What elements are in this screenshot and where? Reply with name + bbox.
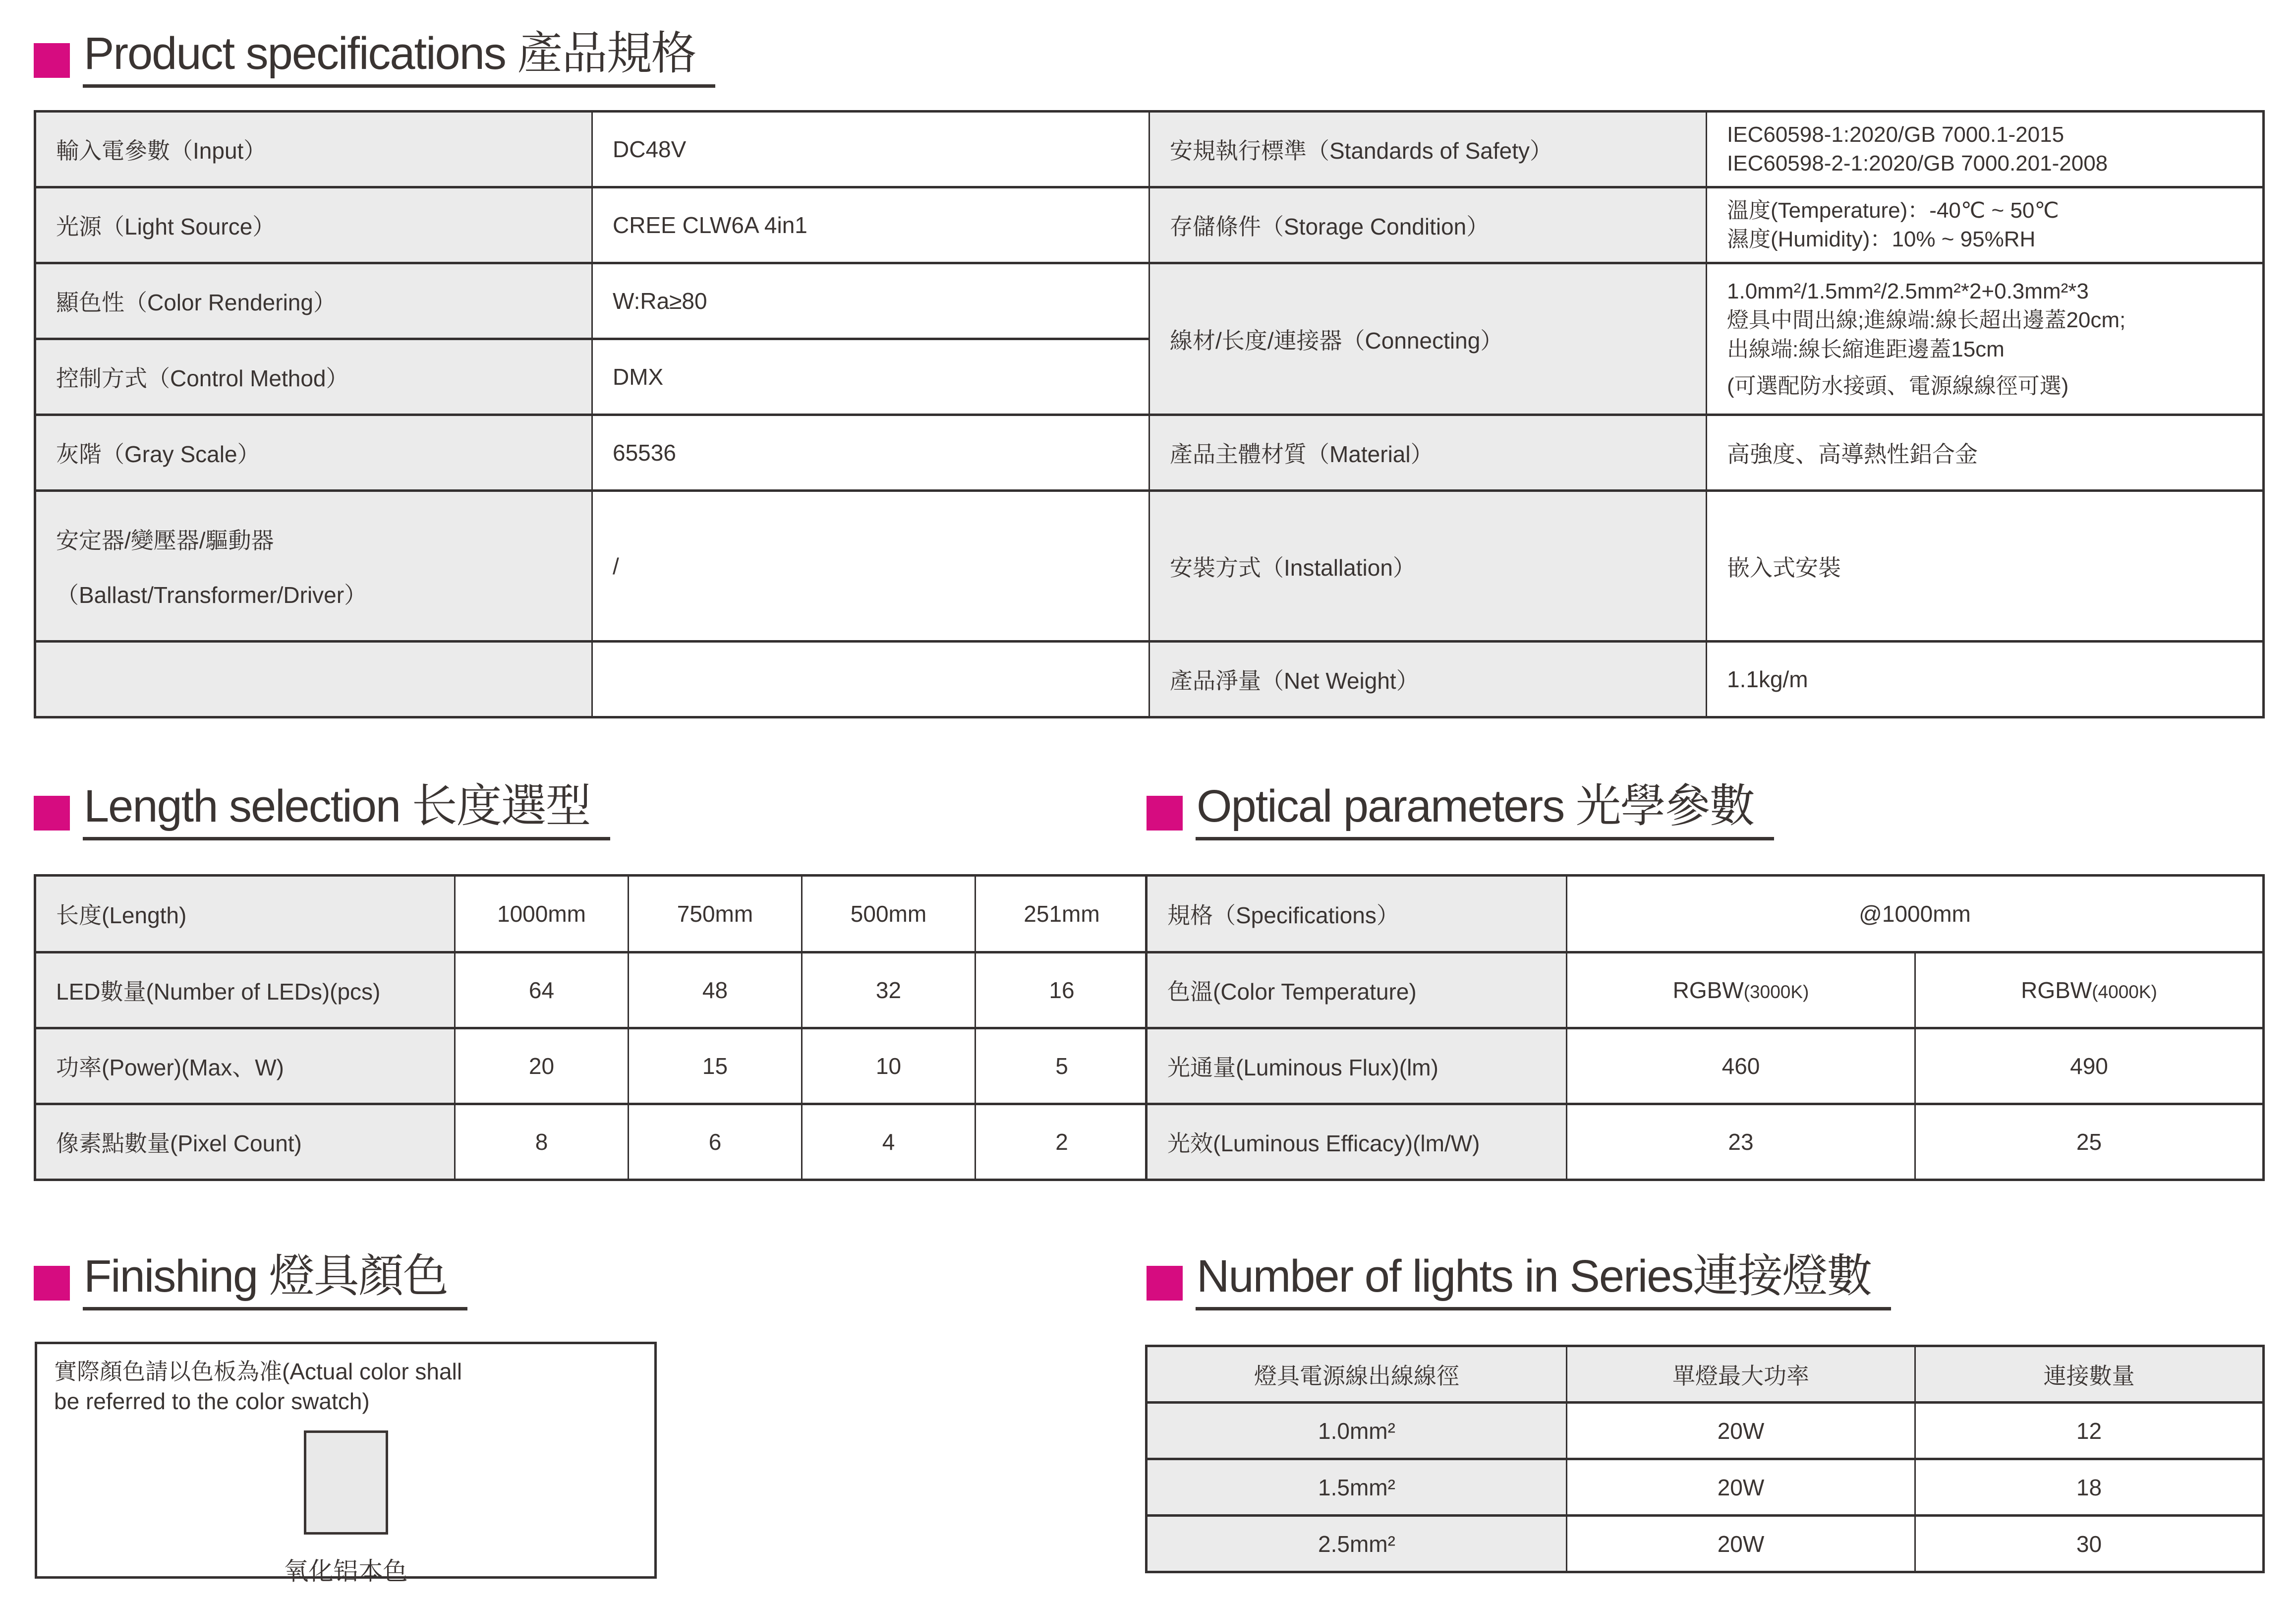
connecting-line-3: 出線端:線长縮進距邊蓋15cm (1727, 337, 2005, 361)
spec-label-installation: 安裝方式（Installation） (1149, 491, 1707, 642)
series-max-power: 20W (1567, 1459, 1915, 1516)
length-col-1000mm: 1000mm (455, 876, 629, 952)
table-row (35, 187, 2264, 263)
color-temperature-label: 色溫(Color Temperature) (1147, 952, 1567, 1028)
table-row (1147, 1346, 2264, 1403)
accent-square-icon (34, 43, 70, 78)
led-count-label: LED數量(Number of LEDs)(pcs) (35, 952, 455, 1028)
spec-value-light-source: CREE CLW6A 4in1 (592, 187, 1149, 263)
led-count-value: 48 (629, 952, 802, 1028)
series-quantity: 12 (1915, 1403, 2264, 1459)
table-row (1147, 952, 2264, 1028)
spec-value-control-method: DMX (592, 339, 1149, 415)
table-row (1147, 1516, 2264, 1572)
product-specs-title-text: Product specifications 產品規格 (83, 31, 715, 88)
length-col-251mm: 251mm (976, 876, 1149, 952)
luminous-efficacy-value: 25 (1915, 1104, 2264, 1180)
accent-square-icon (34, 796, 70, 831)
finishing-title-text: Finishing 燈具顏色 (83, 1253, 467, 1310)
series-max-power: 20W (1567, 1403, 1915, 1459)
empty-cell (592, 642, 1149, 717)
storage-line-1: 溫度(Temperature)：-40℃ ~ 50℃ (1727, 198, 2059, 223)
length-col-500mm: 500mm (802, 876, 976, 952)
power-value: 20 (455, 1028, 629, 1104)
spec-label-net-weight: 產品淨量（Net Weight） (1149, 642, 1707, 717)
spec-label-ballast (35, 491, 592, 642)
finishing-note (54, 1357, 645, 1417)
spec-label-color-rendering: 顯色性（Color Rendering） (35, 263, 592, 339)
series-connection-table (1145, 1345, 2265, 1573)
pixel-count-value: 8 (455, 1104, 629, 1180)
spec-value-net-weight: 1.1kg/m (1707, 642, 2264, 717)
table-row (35, 263, 2264, 339)
table-row (1147, 1459, 2264, 1516)
connecting-line-1: 1.0mm²/1.5mm²/2.5mm²*2+0.3mm²*3 (1727, 279, 2089, 304)
ct-main: RGBW (1672, 977, 1744, 1003)
spec-label-light-source: 光源（Light Source） (35, 187, 592, 263)
optical-parameters-table (1145, 874, 2265, 1181)
finishing-note-line-1: 實際顏色請以色板為准(Actual color shall (54, 1359, 462, 1384)
pixel-count-label: 像素點數量(Pixel Count) (35, 1104, 455, 1180)
spec-label-storage: 存儲條件（Storage Condition） (1149, 187, 1707, 263)
finishing-color-box (35, 1342, 657, 1585)
luminous-efficacy-value: 23 (1567, 1104, 1915, 1180)
color-temperature-value (1567, 952, 1915, 1028)
luminous-flux-value: 490 (1915, 1028, 2264, 1104)
product-specs-title (34, 28, 715, 88)
accent-square-icon (1147, 796, 1183, 831)
spec-value-gray-scale: 65536 (592, 415, 1149, 491)
table-row (35, 1104, 1149, 1180)
luminous-flux-value: 460 (1567, 1028, 1915, 1104)
power-value: 15 (629, 1028, 802, 1104)
power-value: 5 (976, 1028, 1149, 1104)
series-wire-size: 1.0mm² (1147, 1403, 1567, 1459)
led-count-value: 64 (455, 952, 629, 1028)
spec-label-gray-scale: 灰階（Gray Scale） (35, 415, 592, 491)
safety-line-2: IEC60598-2-1:2020/GB 7000.201-2008 (1727, 151, 2108, 176)
led-count-value: 16 (976, 952, 1149, 1028)
series-quantity: 18 (1915, 1459, 2264, 1516)
spec-value-material: 高強度、高導熱性鋁合金 (1707, 415, 2264, 491)
spec-label-safety: 安規執行標準（Standards of Safety） (1149, 112, 1707, 187)
safety-line-1: IEC60598-1:2020/GB 7000.1-2015 (1727, 122, 2065, 147)
spec-label-input: 輸入電參數（Input） (35, 112, 592, 187)
accent-square-icon (1147, 1266, 1183, 1301)
series-title (1147, 1253, 1891, 1310)
table-row (1147, 1104, 2264, 1180)
spec-label-control-method: 控制方式（Control Method） (35, 339, 592, 415)
luminous-efficacy-label: 光效(Luminous Efficacy)(lm/W) (1147, 1104, 1567, 1180)
table-row (35, 642, 2264, 717)
table-row (35, 952, 1149, 1028)
storage-line-2: 濕度(Humidity)：10% ~ 95%RH (1727, 227, 2036, 251)
table-row (35, 112, 2264, 187)
finishing-title (34, 1253, 467, 1310)
spec-label-connecting: 線材/长度/連接器（Connecting） (1149, 263, 1707, 415)
connecting-line-4: (可選配防水接頭、電源線線徑可選) (1727, 373, 2069, 398)
spec-value-safety (1707, 112, 2264, 187)
color-swatch (304, 1430, 388, 1535)
optical-parameters-title (1147, 783, 1774, 840)
pixel-count-value: 4 (802, 1104, 976, 1180)
table-row (1147, 876, 2264, 952)
spec-value-color-rendering: W:Ra≥80 (592, 263, 1149, 339)
ballast-label-line-2: （Ballast/Transformer/Driver） (56, 582, 367, 608)
spec-value-ballast: / (592, 491, 1149, 642)
spec-header-value: @1000mm (1567, 876, 2264, 952)
spec-value-installation: 嵌入式安裝 (1707, 491, 2264, 642)
series-wire-size: 1.5mm² (1147, 1459, 1567, 1516)
color-swatch-label: 氧化铝本色 (284, 1557, 408, 1585)
empty-cell (35, 642, 592, 717)
length-col-750mm: 750mm (629, 876, 802, 952)
accent-square-icon (34, 1266, 70, 1301)
ct-main: RGBW (2021, 977, 2092, 1003)
table-row (35, 491, 2264, 642)
pixel-count-value: 6 (629, 1104, 802, 1180)
ct-kelvin: (3000K) (1743, 982, 1809, 1002)
connecting-line-2: 燈具中間出線;進線端:線长超出邊蓋20cm; (1727, 308, 2126, 333)
table-row (35, 1028, 1149, 1104)
length-selection-title-text: Length selection 长度選型 (83, 783, 610, 840)
length-header-label: 长度(Length) (35, 876, 455, 952)
table-row (1147, 1403, 2264, 1459)
product-spec-table (34, 110, 2265, 718)
led-count-value: 32 (802, 952, 976, 1028)
spec-header-label: 規格（Specifications） (1147, 876, 1567, 952)
series-header-quantity: 連接數量 (1915, 1346, 2264, 1403)
series-header-max-power: 單燈最大功率 (1567, 1346, 1915, 1403)
table-row (1147, 1028, 2264, 1104)
finishing-note-line-2: be referred to the color swatch) (54, 1388, 370, 1414)
series-quantity: 30 (1915, 1516, 2264, 1572)
optical-parameters-title-text: Optical parameters 光學參數 (1196, 783, 1774, 840)
luminous-flux-label: 光通量(Luminous Flux)(lm) (1147, 1028, 1567, 1104)
power-value: 10 (802, 1028, 976, 1104)
spec-value-input: DC48V (592, 112, 1149, 187)
series-header-wire-size: 燈具電源線出線線徑 (1147, 1346, 1567, 1403)
ballast-label-line-1: 安定器/變壓器/驅動器 (56, 527, 274, 553)
spec-label-material: 產品主體材質（Material） (1149, 415, 1707, 491)
series-wire-size: 2.5mm² (1147, 1516, 1567, 1572)
power-label: 功率(Power)(Max、W) (35, 1028, 455, 1104)
pixel-count-value: 2 (976, 1104, 1149, 1180)
table-row (35, 415, 2264, 491)
length-selection-table (34, 874, 1150, 1181)
color-temperature-value (1915, 952, 2264, 1028)
series-max-power: 20W (1567, 1516, 1915, 1572)
spec-value-storage (1707, 187, 2264, 263)
table-row (35, 876, 1149, 952)
series-title-text: Number of lights in Series連接燈數 (1196, 1253, 1891, 1310)
length-selection-title (34, 783, 610, 840)
spec-value-connecting (1707, 263, 2264, 415)
ct-kelvin: (4000K) (2092, 982, 2157, 1002)
